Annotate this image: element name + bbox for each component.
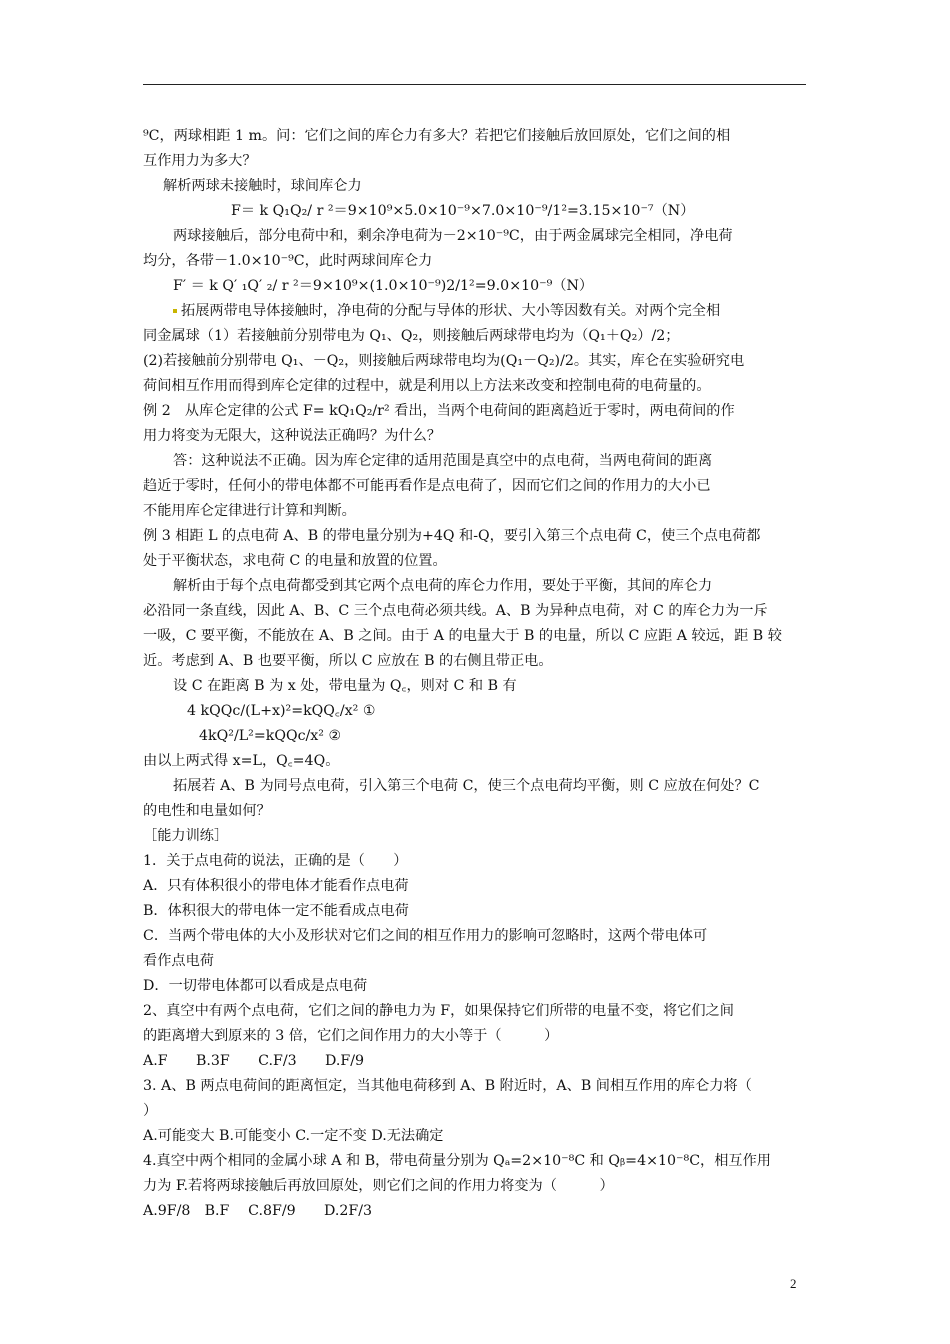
text-line [143,524,806,549]
text-line [143,949,806,974]
line-text: A.F B.3F C.F/3 D.F/9 [143,1053,365,1069]
text-line [143,374,806,399]
line-text: F′ ＝ k Q′ ₁Q′ ₂/ r ²＝9×10⁹×(1.0×10⁻⁹)2/1²=9.0×10⁻⁹（N） [173,278,594,294]
text-line [143,999,806,1024]
text-line [143,649,806,674]
line-text: 例 2 从库仑定律的公式 F= kQ₁Q₂/r² 看出，当两个电荷间的距离趋近于零时，两电荷间的作 [143,403,735,419]
line-text: 近。考虑到 A、B 也要平衡，所以 C 应放在 B 的右侧且带正电。 [143,653,553,669]
text-line [143,899,806,924]
text-line [143,574,806,599]
text-line [143,324,806,349]
text-line [143,924,806,949]
line-text: F＝ k Q₁Q₂/ r ²＝9×10⁹×5.0×10⁻⁹×7.0×10⁻⁹/1²=3.15×10⁻⁷（N） [231,203,695,219]
line-text: 1．关于点电荷的说法，正确的是（ ） [143,853,408,869]
line-text: 4 kQQc/(L+x)²=kQQ꜀/x² ① [187,703,376,719]
line-text: 拓展若 A、B 为同号点电荷，引入第三个电荷 C，使三个点电荷均平衡，则 C 应放在何处？C [173,778,760,794]
text-line [143,424,806,449]
line-text: 两球接触后，部分电荷中和，剩余净电荷为－2×10⁻⁹C，由于两金属球完全相同，净电荷 [173,228,733,244]
line-text: C．当两个带电体的大小及形状对它们之间的相互作用力的影响可忽略时，这两个带电体可 [143,928,708,944]
document-body [143,124,806,1224]
line-text: 答：这种说法不正确。因为库仑定律的适用范围是真空中的点电荷，当两电荷间的距离 [173,453,713,469]
text-line [143,849,806,874]
line-text: 荷间相互作用而得到库仑定律的过程中，就是利用以上方法来改变和控制电荷的电荷量的。 [143,378,711,394]
marker-dot-icon [173,309,177,313]
line-text: 力为 F.若将两球接触后再放回原处，则它们之间的作用力将变为（ ） [143,1178,614,1194]
line-text: ⁹C，两球相距 1 m。问：它们之间的库仑力有多大？若把它们接触后放回原处，它们之间的相 [143,128,731,144]
line-text: 趋近于零时，任何小的带电体都不可能再看作是点电荷了，因而它们之间的作用力的大小已 [143,478,711,494]
line-text: 例 3 相距 L 的点电荷 A、B 的带电量分别为+4Q 和-Q，要引入第三个点电荷 C，使三个点电荷都 [143,528,761,544]
text-line [143,274,806,299]
line-text: 均分，各带－1.0×10⁻⁹C，此时两球间库仑力 [143,253,433,269]
text-line [143,699,806,724]
line-text: 设 C 在距离 B 为 x 处，带电量为 Q꜀，则对 C 和 B 有 [173,678,517,694]
text-line [143,149,806,174]
text-line [143,449,806,474]
line-text: 4.真空中两个相同的金属小球 A 和 B，带电荷量分别为 Qₐ=2×10⁻⁸C 和 Qᵦ=4×10⁻⁸C，相互作用 [143,1153,771,1169]
line-text: 由以上两式得 x=L，Q꜀=4Q。 [143,753,340,769]
text-line [143,774,806,799]
text-line [143,1074,806,1099]
line-text: ［能力训练］ [143,828,229,844]
text-line [143,974,806,999]
line-text: A.可能变大 B.可能变小 C.一定不变 D.无法确定 [143,1128,444,1144]
text-line [143,549,806,574]
line-text: 必沿同一条直线，因此 A、B、C 三个点电荷必须共线。A、B 为异种点电荷，对 C 的库仑力为一斥 [143,603,768,619]
text-line [143,174,806,199]
line-text: 一吸，C 要平衡，不能放在 A、B 之间。由于 A 的电量大于 B 的电量，所以 C 应距 A 较远，距 B 较 [143,628,782,644]
text-line [143,1174,806,1199]
text-line [143,749,806,774]
text-line [143,249,806,274]
text-line [143,1049,806,1074]
text-line [143,474,806,499]
text-line [143,624,806,649]
text-line [143,599,806,624]
line-text: 看作点电荷 [143,953,214,969]
line-text: 互作用力为多大？ [143,153,257,169]
text-line [143,224,806,249]
line-text: 解析两球未接触时，球间库仑力 [163,178,362,194]
text-line [143,724,806,749]
header-rule [143,84,806,85]
text-line [143,199,806,224]
text-line [143,1024,806,1049]
line-text: (2)若接触前分别带电 Q₁、－Q₂，则接触后两球带电均为(Q₁－Q₂)/2。其实，库仑在实验研究电 [143,353,745,369]
line-text: A.9F/8 B.F C.8F/9 D.2F/3 [143,1203,373,1219]
line-text: B．体积很大的带电体一定不能看成点电荷 [143,903,409,919]
text-line [143,824,806,849]
line-text: ） [143,1103,158,1119]
text-line [143,1149,806,1174]
page-number: 2 [790,1276,797,1291]
text-line [143,499,806,524]
line-text: A．只有体积很小的带电体才能看作点电荷 [143,878,409,894]
text-line [143,1199,806,1224]
text-line [143,674,806,699]
line-text: 的电性和电量如何？ [143,803,271,819]
text-line [143,299,806,324]
line-text: 4kQ²/L²=kQQc/x² ② [199,728,342,744]
line-text: D．一切带电体都可以看成是点电荷 [143,978,368,994]
text-line [143,1124,806,1149]
text-line [143,124,806,149]
line-text: 2、真空中有两个点电荷，它们之间的静电力为 F，如果保持它们所带的电量不变，将它们之间 [143,1003,734,1019]
line-text: 处于平衡状态，求电荷 C 的电量和放置的位置。 [143,553,447,569]
line-text: 解析由于每个点电荷都受到其它两个点电荷的库仑力作用，要处于平衡，其间的库仑力 [173,578,713,594]
line-text: 的距离增大到原来的 3 倍，它们之间作用力的大小等于（ ） [143,1028,559,1044]
text-line [143,349,806,374]
line-text: 拓展两带电导体接触时，净电荷的分配与导体的形状、大小等因数有关。对两个完全相 [181,303,721,319]
line-text: 不能用库仑定律进行计算和判断。 [143,503,356,519]
text-line [143,1099,806,1124]
line-text: 3. A、B 两点电荷间的距离恒定，当其他电荷移到 A、B 附近时，A、B 间相互作用的库仑力将（ [143,1078,752,1094]
line-text: 用力将变为无限大，这种说法正确吗？为什么？ [143,428,441,444]
text-line [143,874,806,899]
text-line [143,399,806,424]
line-text: 同金属球（1）若接触前分别带电为 Q₁、Q₂，则接触后两球带电均为（Q₁＋Q₂）/2； [143,328,680,344]
text-line [143,799,806,824]
